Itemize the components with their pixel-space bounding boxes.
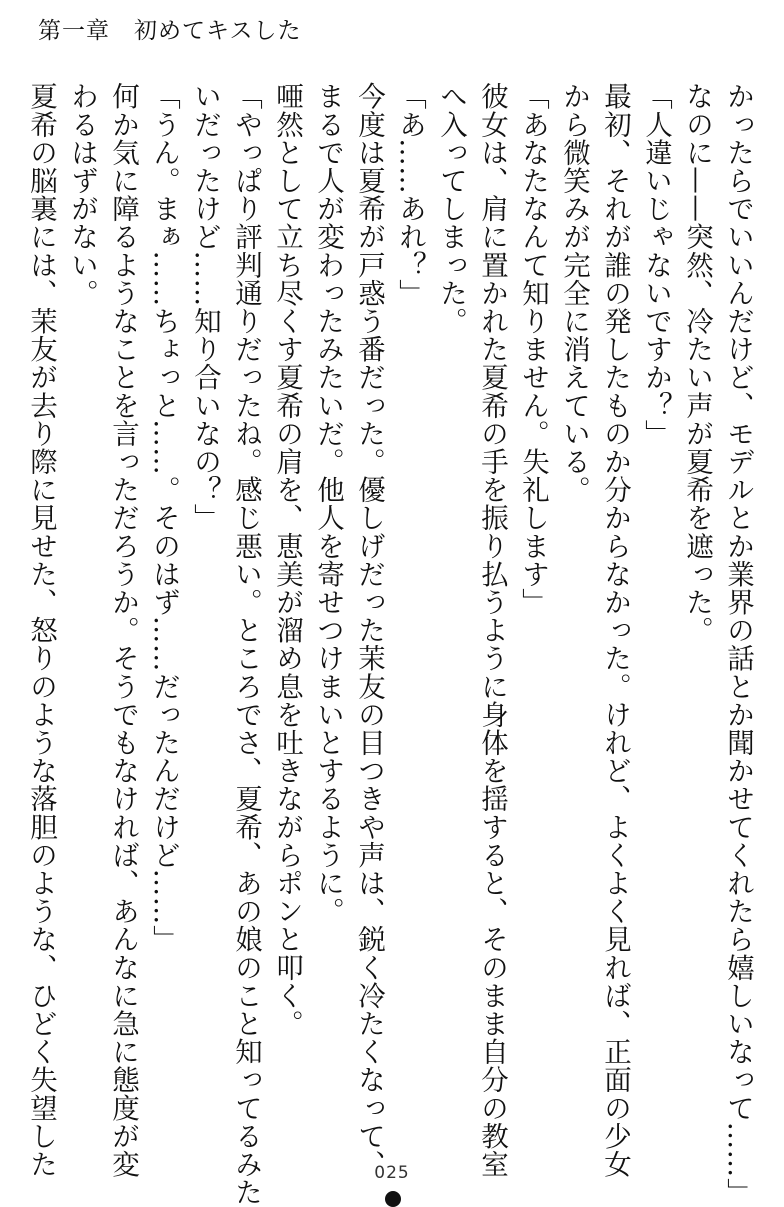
text-line: 最初、それが誰の発したものか分からなかった。けれど、よくよく見れば、正面の少女 xyxy=(599,82,631,1178)
text-line: まるで人が変わったみたいだ。他人を寄せつけまいとするように。 xyxy=(312,82,344,925)
page-marker-dot xyxy=(385,1191,401,1207)
text-line: 今度は夏希が戸惑う番だった。優しげだった茉友の目つきや声は、鋭く冷たくなって、 xyxy=(353,82,385,1178)
text-line: 「あなたなんて知りません。失礼します」 xyxy=(517,82,549,616)
text-line: から微笑みが完全に消えている。 xyxy=(558,82,590,504)
running-header-title: 第一章 初めてキスした xyxy=(38,18,302,44)
text-line: かったらでいいんだけど、モデルとか業界の話とか聞かせてくれたら嬉しいなって……」 xyxy=(722,82,754,1206)
page-number: 025 xyxy=(374,1163,410,1183)
text-line: なのに——突然、冷たい声が夏希を遮った。 xyxy=(681,82,713,644)
text-line: 「やっぱり評判通りだったね。感じ悪い。ところでさ、夏希、あの娘のこと知ってるみた xyxy=(230,82,262,1206)
text-line: へ入ってしまった。 xyxy=(435,82,467,335)
text-line: 「あ……あれ？」 xyxy=(394,82,426,307)
text-line: 唖然として立ち尽くす夏希の肩を、恵美が溜め息を吐きながらポンと叩く。 xyxy=(271,82,303,1038)
text-line: いだったけど……知り合いなの？」 xyxy=(189,82,221,532)
text-line: 彼女は、肩に置かれた夏希の手を振り払うように身体を揺すると、そのまま自分の教室 xyxy=(476,82,508,1178)
text-line: 何か気に障るようなことを言っただろうか。そうでもなければ、あんなに急に態度が変 xyxy=(107,82,139,1178)
text-line: 「うん。まぁ……ちょっと……。そのはず……だったんだけど……」 xyxy=(148,82,180,954)
text-line: 「人違いじゃないですか？」 xyxy=(640,82,672,448)
text-line: 夏希の脳裏には、茉友が去り際に見せた、怒りのような落胆のような、ひどく失望した xyxy=(25,82,57,1178)
text-line: わるはずがない。 xyxy=(66,82,98,307)
